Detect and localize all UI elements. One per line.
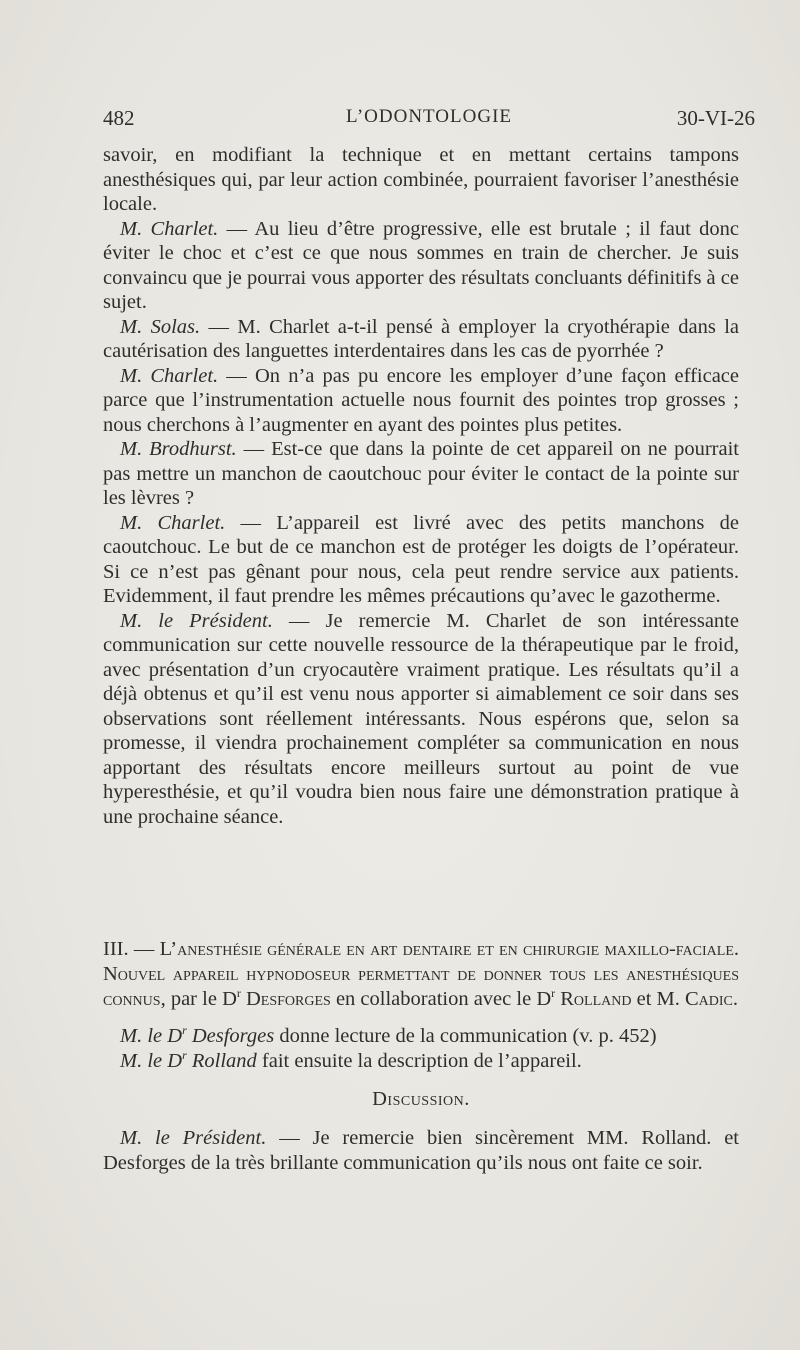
paragraph-text: savoir, en modifiant la technique et en mettant certains tampons anesthésiques qui, par leur action combinée, pourraient favoriser l’anesthésie locale. <box>103 144 739 215</box>
section-heading <box>103 937 739 1012</box>
speaker-name: Desforges <box>186 1025 275 1047</box>
speaker-name: M. Solas. <box>120 315 201 338</box>
section-and: et M. <box>631 988 685 1010</box>
section-by: par le <box>165 988 223 1010</box>
speaker-name: M. Charlet. <box>120 511 226 534</box>
paragraph-text: — M. Charlet a-t-il pensé à employer la cryothérapie dans la cautérisation des languettes interdentaires dans les cas de pyorrhée ? <box>103 315 740 362</box>
body-text <box>103 143 739 829</box>
section-number: III. — <box>103 938 160 960</box>
paragraph-text: — L’appareil est livré avec des petits manchons de caoutchouc. Le but de ce manchon est de protéger les doigts de l’opérateur. Si ce n’est pas gênant pour nous, cela peut rendre service aux patients. Evidemment, il faut prendre les mêmes précautions qu’avec le gazotherme. <box>103 511 740 607</box>
paragraph <box>103 511 739 609</box>
paragraph <box>103 315 739 364</box>
issue-date: 30-VI-26 <box>676 106 755 130</box>
speaker-name: Rolland <box>186 1050 257 1072</box>
section-three <box>103 937 739 1176</box>
speaker-name: M. le Président. <box>120 609 273 632</box>
speaker-name: M. le D <box>120 1025 183 1047</box>
paragraph <box>103 217 739 315</box>
discussion-heading: Discussion. <box>372 1088 470 1110</box>
paragraph-text: — Je remercie M. Charlet de son intéressante communication sur cette nouvelle ressource de la thérapeutique par le froid, avec présentation d’un cryocautère vraiment pratique. Les résultats qu’il a déjà obtenus et qu’il est venu nous apporter si aimablement ce soir dans ses observations sont réellement intéressants. Nous espérons que, selon sa promesse, il viendra prochainement compléter sa communication en nous apportant des résultats encore meilleurs surtout au point de vue hyperesthésie, et qu’il voudra bien nous faire une démonstration pratique à une prochaine séance. <box>103 609 739 828</box>
speaker-name: M. Charlet. <box>120 364 219 387</box>
author-name: Desforges <box>246 988 331 1010</box>
paragraph-text: — Est-ce que dans la pointe de cet appareil on ne pourrait pas mettre un manchon de caoutchouc pour éviter le contact de la pointe sur les lèvres ? <box>103 438 739 509</box>
author-title-sup: r <box>551 986 556 1001</box>
author-title-sup: r <box>236 986 241 1001</box>
lecture-text: fait ensuite la description de l’appareil. <box>256 1050 582 1072</box>
paragraph <box>103 143 739 217</box>
paragraph <box>103 437 739 511</box>
section-collab: en collaboration avec le <box>330 988 537 1010</box>
author-title: D <box>536 988 552 1010</box>
paragraph-text: — On n’a pas pu encore les employer d’une façon efficace parce que l’instrumentation actuelle nous fournit des pointes trop grosses ; nous cherchons à l’augmenter en ayant des pointes plus petites. <box>103 364 740 436</box>
running-header <box>103 106 755 136</box>
speaker-name: M. Charlet. <box>120 217 219 240</box>
section-title: L’anesthésie générale en art dentaire et en chirurgie maxillo-faciale. Nouvel appareil hypnodoseur permettant de donner tous les anesthésiques connus, <box>103 938 740 1010</box>
author-name: Rolland <box>560 988 632 1010</box>
author-title: D <box>222 988 237 1010</box>
speaker-name: M. Brodhurst. <box>120 438 237 460</box>
journal-title: L’ODONTOLOGIE <box>345 106 513 127</box>
speaker-name: M. le D <box>120 1050 183 1072</box>
author-name: Cadic <box>685 988 733 1010</box>
lecture-text: donne lecture de la communication (v. p. 452) <box>274 1025 657 1047</box>
speaker-sup: r <box>182 1048 187 1063</box>
lecture-line <box>103 1049 739 1074</box>
lecture-line <box>103 1024 739 1049</box>
page-number: 482 <box>103 106 135 130</box>
paragraph-text: — Au lieu d’être progressive, elle est brutale ; il faut donc éviter le choc et c’est ce que nous sommes en train de chercher. Je suis convaincu que je pourrai vous apporter des résultats concluants définitifs à ce sujet. <box>103 217 740 313</box>
discussion-text: — Je remercie bien sincèrement MM. Rolland. et Desforges de la très brillante communication qu’ils nous ont faite ce soir. <box>103 1127 739 1174</box>
speaker-sup: r <box>182 1023 187 1038</box>
speaker-name: M. le Président. <box>120 1127 267 1149</box>
paragraph <box>103 609 739 830</box>
discussion-paragraph <box>103 1126 739 1176</box>
paragraph <box>103 364 739 438</box>
section-end: . <box>732 988 739 1010</box>
